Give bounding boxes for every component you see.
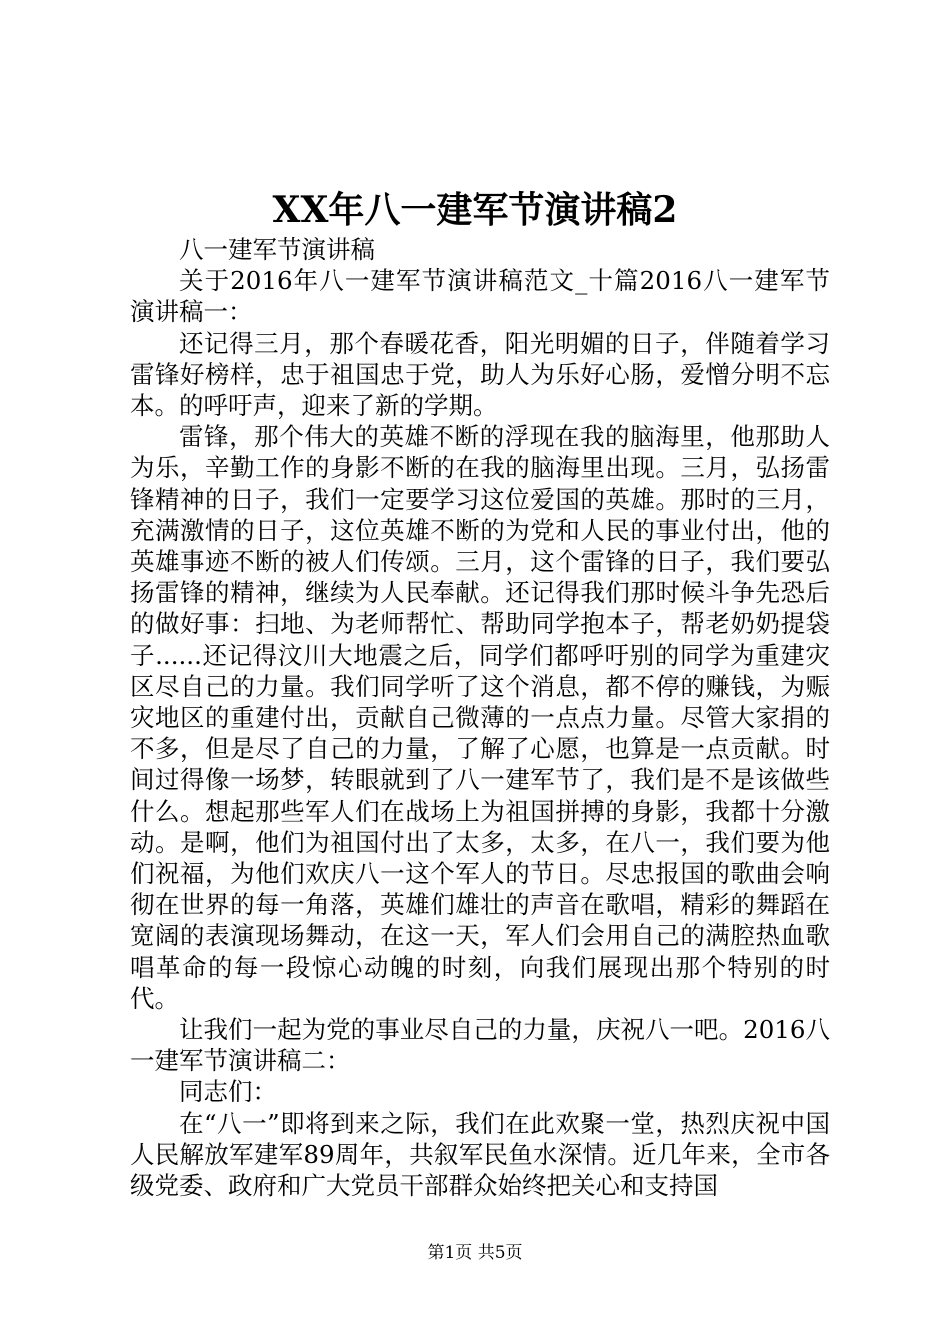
paragraph: 还记得三月，那个春暖花香，阳光明媚的日子，伴随着学习雷锋好榜样，忠于祖国忠于党，助人为乐好心肠，爱憎分明不忘本。的呼吁声，迎来了新的学期。 xyxy=(130,328,830,421)
document-body xyxy=(130,234,830,1201)
page-footer: 第1页 共5页 xyxy=(427,1243,523,1263)
paragraph: 关于2016年八一建军节演讲稿范文_十篇2016八一建军节演讲稿一： xyxy=(130,266,830,327)
paragraph: 八一建军节演讲稿 xyxy=(179,235,375,264)
paragraph: 在“八一”即将到来之际，我们在此欢聚一堂，热烈庆祝中国人民解放军建军89周年，共叙军民鱼水深情。近几年来，全市各级党委、政府和广大党员干部群众始终把关心和支持国 xyxy=(130,1108,830,1201)
paragraph: 让我们一起为党的事业尽自己的力量，庆祝八一吧。2016八一建军节演讲稿二： xyxy=(130,1015,830,1076)
document-title: XX年八一建军节演讲稿2 xyxy=(272,189,678,231)
paragraph: 同志们： xyxy=(179,1077,277,1107)
paragraph: 雷锋，那个伟大的英雄不断的浮现在我的脑海里，他那助人为乐，辛勤工作的身影不断的在我的脑海里出现。三月，弘扬雷锋精神的日子，我们一定要学习这位爱国的英雄。那时的三月，充满激情的日子，这位英雄不断的为党和人民的事业付出，他的英雄事迹不断的被人们传颂。三月，这个雷锋的日子，我们要弘扬雷锋的精神，继续为人民奉献。还记得我们那时候斗争先恐后的做好事：扫地、为老师帮忙、帮助同学抱本子，帮老奶奶提袋子......还记得汶川大地震之后，同学们都呼吁别的同学为重建灾区尽自己的力量。我们同学听了这个消息，都不停的赚钱，为赈灾地区的重建付出，贡献自己微薄的一点点力量。尽管大家捐的不多，但是尽了自己的力量，了解了心愿，也算是一点贡献。时间过得像一场梦，转眼就到了八一建军节了，我们是不是该做些什么。想起那些军人们在战场上为祖国拼搏的身影，我都十分激动。是啊，他们为祖国付出了太多，太多，在八一，我们要为他们祝福，为他们欢庆八一这个军人的节日。尽忠报国的歌曲会响彻在世界的每一角落，英雄们雄壮的声音在歌唱，精彩的舞蹈在宽阔的表演现场舞动，在这一天，军人们会用自己的满腔热血歌唱革命的每一段惊心动魄的时刻，向我们展现出那个特别的时代。 xyxy=(130,422,830,1013)
